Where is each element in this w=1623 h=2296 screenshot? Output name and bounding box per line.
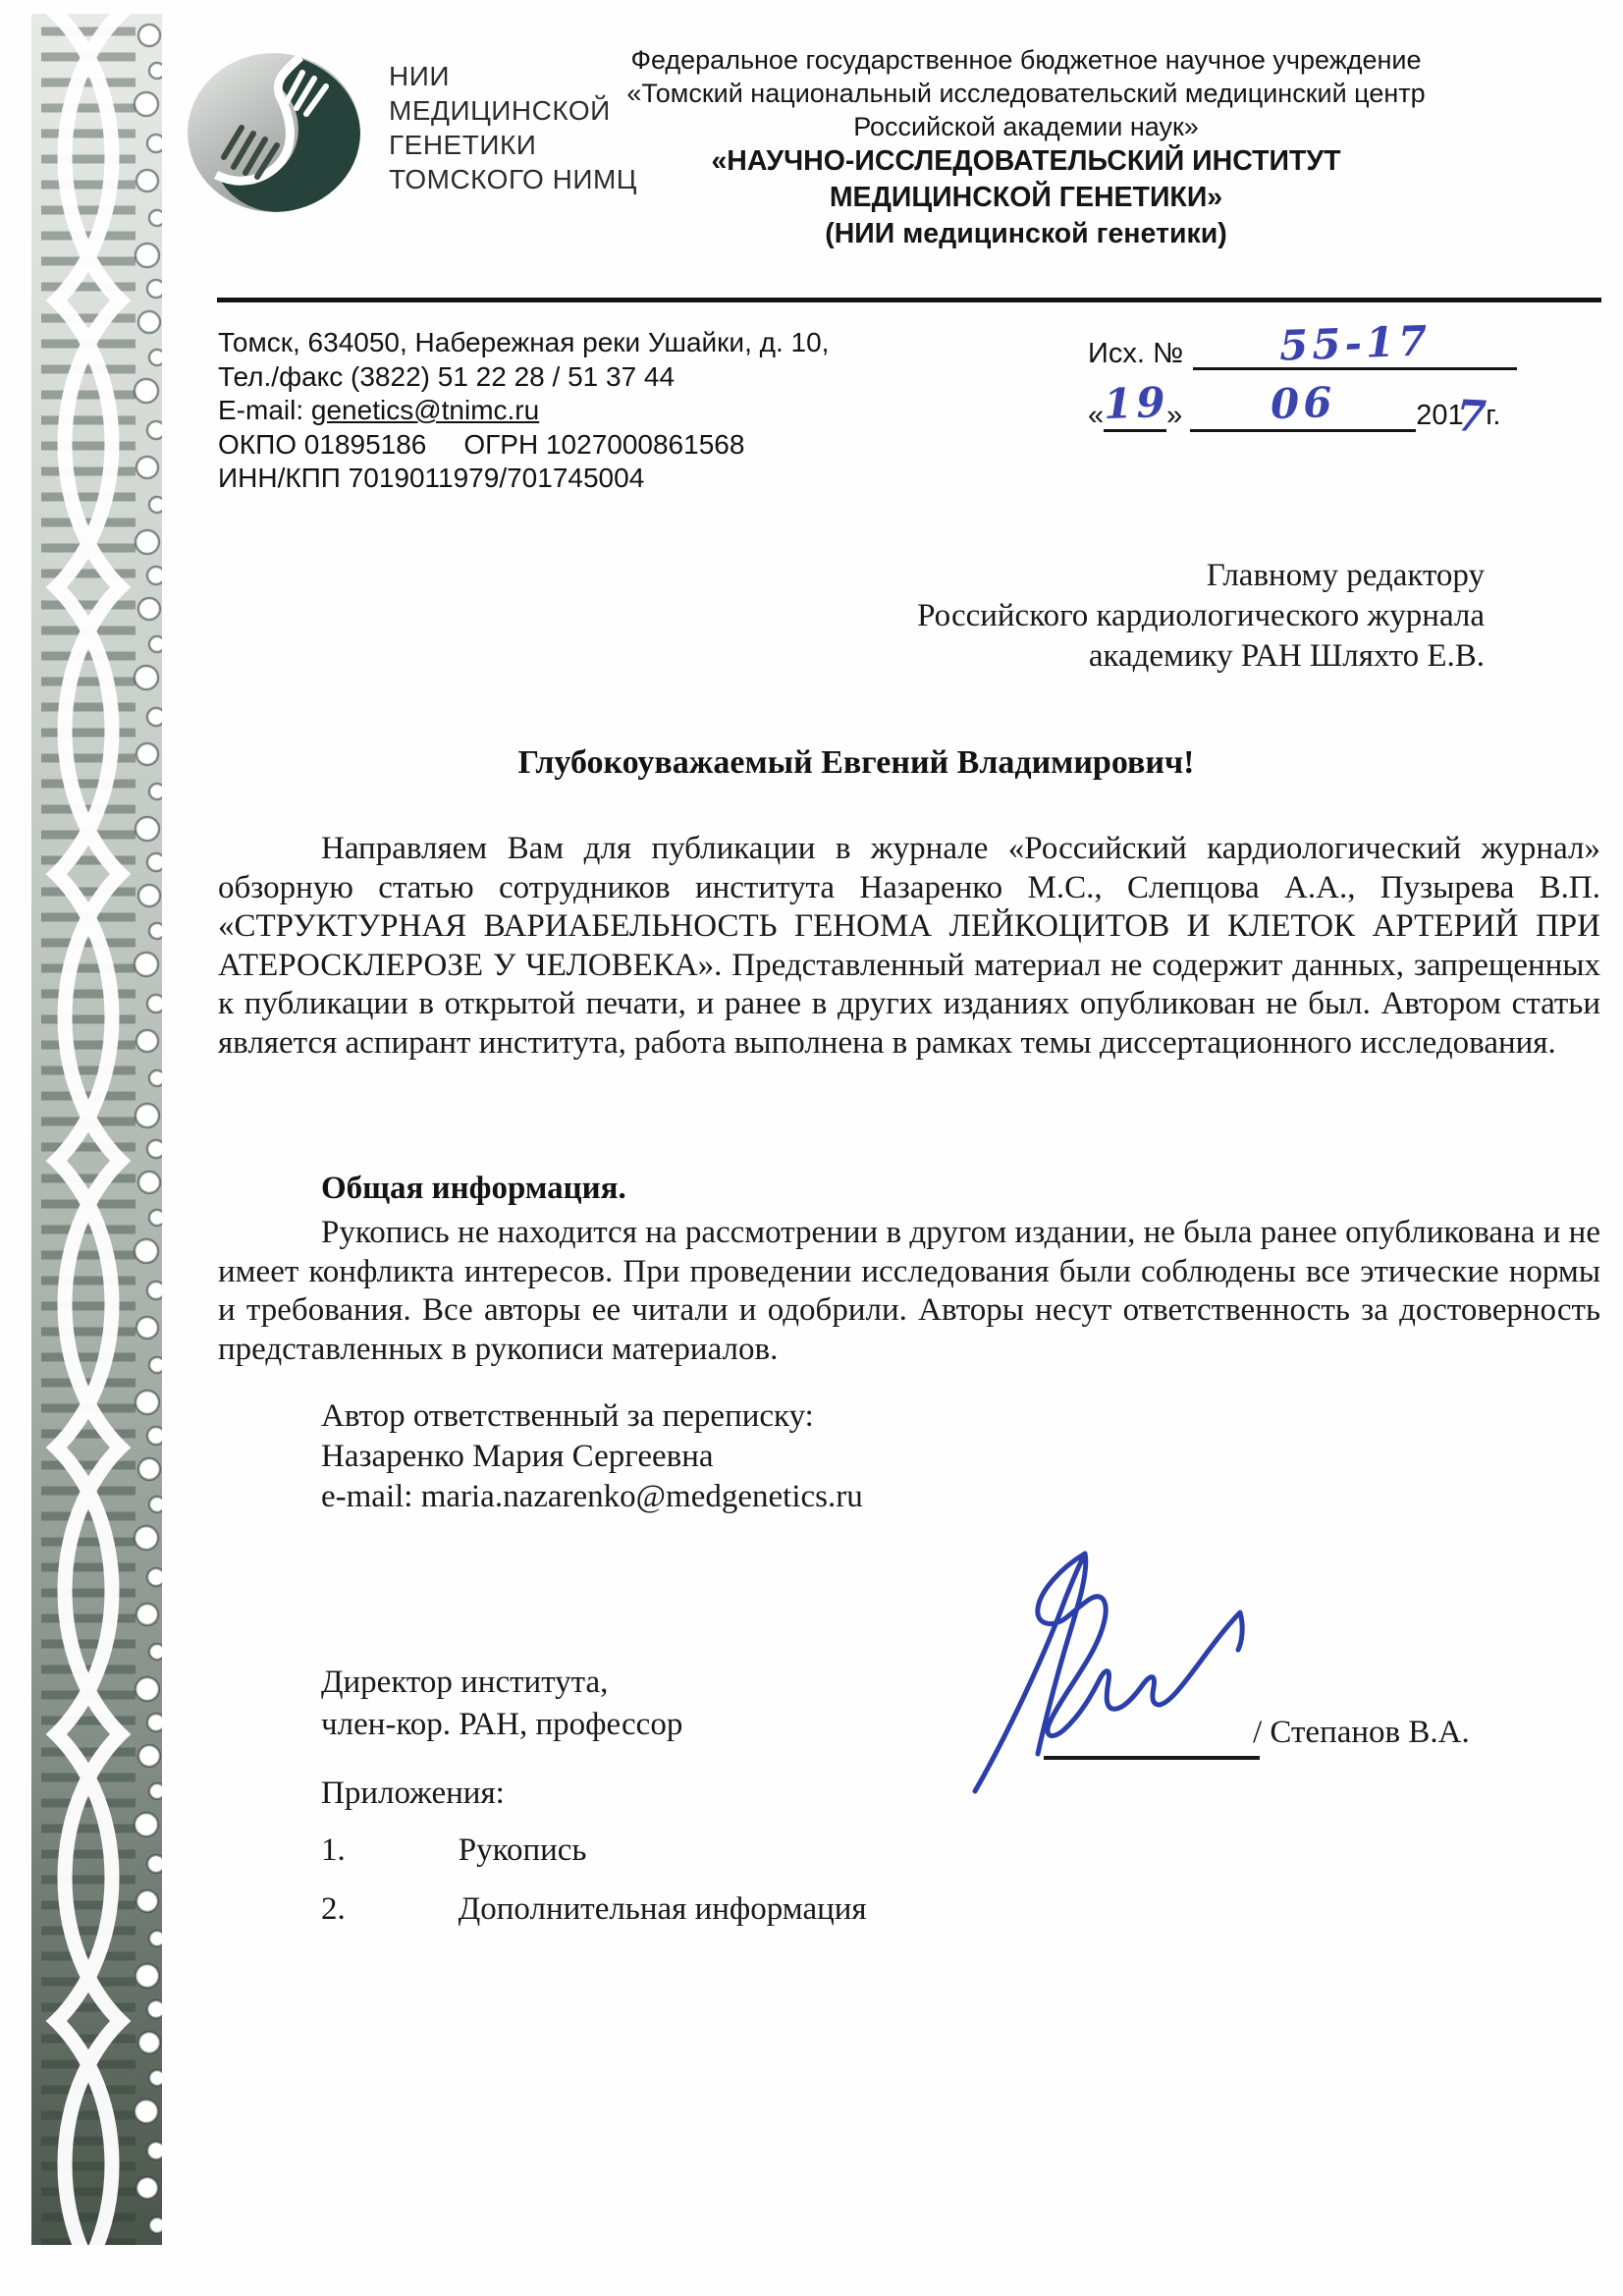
signature-line (1044, 1756, 1260, 1760)
org-name-short: (НИИ медицинской генетики) (825, 218, 1227, 249)
org-name-bold: МЕДИЦИНСКОЙ ГЕНЕТИКИ» (829, 182, 1223, 213)
addressee-name: академику РАН Шляхто Е.В. (1088, 638, 1485, 674)
attachment-item (321, 1832, 586, 1869)
email-line (218, 394, 829, 428)
corresponding-author-block (321, 1396, 863, 1517)
corresponding-author-title: Автор ответственный за переписку: (321, 1398, 814, 1434)
year-printed: 201 (1416, 400, 1464, 431)
attachment-text: Дополнительная информация (458, 1891, 867, 1927)
org-line: Федеральное государственное бюджетное научное учреждение (630, 45, 1422, 75)
org-line: «Томский национальный исследовательский медицинский центр (626, 79, 1426, 108)
contact-block (218, 326, 829, 496)
logo-line: ГЕНЕТИКИ (389, 130, 537, 160)
header-divider (217, 298, 1601, 302)
institute-logo-icon (185, 51, 363, 214)
body-paragraph-1: Направляем Вам для публикации в журнале «Российский кардиологический журнал» обзорную статью сотрудников института Назаренко М.С., Слепцова А.А., Пузырева В.П. «СТРУКТУРНАЯ ВАРИАБЕЛЬНОСТЬ ГЕНОМА ЛЕЙКОЦИТОВ И КЛЕТОК АРТЕРИЙ ПРИ АТЕРОСКЛЕРОЗЕ У ЧЕЛОВЕКА». Представленный материал не содержит данных, запрещенных к публикации в открытой печати, и ранее в других изданиях опубликован не был. Автором статьи является аспирант института, работа выполнена в рамках темы диссертационного исследования. (218, 831, 1600, 1061)
dna-helix-pattern-icon (31, 14, 162, 2245)
position-line: член-кор. РАН, профессор (321, 1707, 683, 1742)
dna-helix-strip (31, 14, 162, 2245)
corresponding-author-name: Назаренко Мария Сергеевна (321, 1439, 714, 1474)
day-field (1103, 377, 1170, 432)
year-suffix: г. (1486, 400, 1501, 431)
attachment-text: Рукопись (458, 1832, 587, 1868)
phone-fax: Тел./факс (3822) 51 22 28 / 51 37 44 (218, 360, 676, 392)
handwritten-number: 55-17 (1278, 316, 1433, 370)
email-address: genetics@tnimc.ru (310, 395, 540, 425)
addressee-journal: Российского кардиологического журнала (917, 598, 1485, 633)
outgoing-number-block (1088, 316, 1549, 443)
logo-line: ТОМСКОГО НИМЦ (389, 164, 637, 194)
signatory-name: / Степанов В.А. (1253, 1715, 1470, 1750)
handwritten-day: 19 (1103, 377, 1170, 429)
attachment-number: 1. (321, 1832, 346, 1868)
body-paragraph-2: Рукопись не находится на рассмотрении в другом издании, не была ранее опубликована и не имеет конфликта интересов. При проведении исследования были соблюдены все этические нормы и требования. Все авторы ее читали и одобрили. Авторы несут ответственность за достоверность представленных в рукописи материалов. (218, 1215, 1600, 1367)
corresponding-author-email: e-mail: maria.nazarenko@medgenetics.ru (321, 1479, 863, 1514)
org-line: Российской академии наук» (853, 112, 1199, 141)
organization-header (447, 43, 1605, 252)
quote-close: » (1166, 400, 1183, 431)
ogrn-code: ОГРН 1027000861568 (463, 428, 745, 460)
section-title: Общая информация. (321, 1171, 626, 1206)
attachment-item (321, 1891, 867, 1928)
logo-line: МЕДИЦИНСКОЙ (389, 95, 611, 126)
handwritten-year-digit: 7 (1454, 391, 1488, 443)
addressee-title: Главному редактору (1206, 558, 1485, 593)
addressee-block (917, 556, 1485, 677)
outgoing-number-field (1193, 316, 1517, 370)
month-field (1190, 377, 1416, 432)
org-name-bold: «НАУЧНО-ИССЛЕДОВАТЕЛЬСКИЙ ИНСТИТУТ (711, 145, 1341, 177)
registry-codes (218, 428, 829, 463)
okpo-code: ОКПО 01895186 (218, 428, 427, 460)
outgoing-label: Исх. № (1088, 338, 1184, 369)
attachment-number: 2. (321, 1891, 346, 1927)
inn-kpp-code: ИНН/КПП 7019011979/701745004 (218, 463, 645, 493)
attachments-title: Приложения: (321, 1776, 505, 1811)
signatory-position (321, 1662, 682, 1746)
handwritten-month: 06 (1270, 377, 1337, 429)
salutation: Глубокоуважаемый Евгений Владимирович! (517, 744, 1195, 781)
email-label: E-mail: (218, 395, 311, 425)
quote-open: « (1088, 400, 1105, 431)
institute-logo (185, 51, 363, 214)
position-line: Директор института, (321, 1665, 609, 1700)
logo-line: НИИ (389, 61, 450, 91)
postal-address: Томск, 634050, Набережная реки Ушайки, д. 10, (218, 327, 830, 357)
